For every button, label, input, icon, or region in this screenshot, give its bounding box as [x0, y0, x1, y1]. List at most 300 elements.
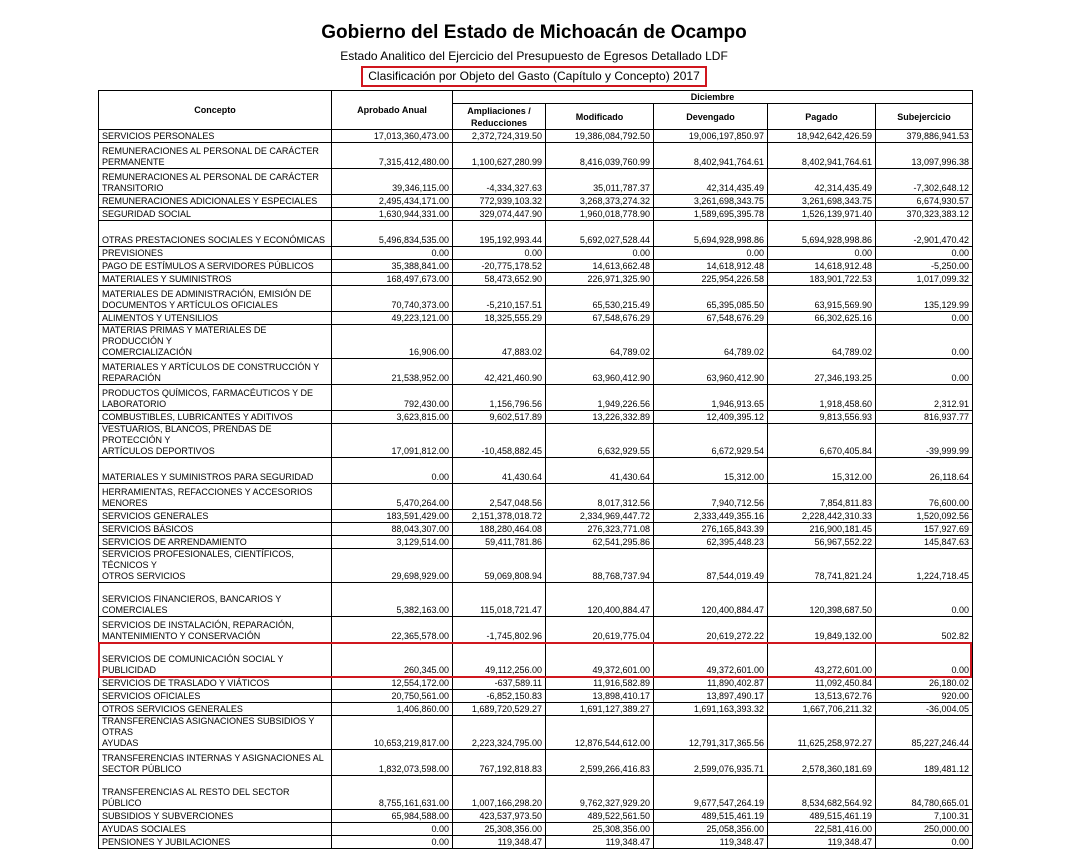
devengado-cell: 11,890,402.87: [654, 677, 768, 690]
pagado-cell: 0.00: [768, 247, 876, 260]
table-row: [99, 286, 973, 312]
ampliaciones-cell: 58,473,652.90: [453, 273, 546, 286]
concept-line-2: ARTÍCULOS DEPORTIVOS: [102, 446, 215, 456]
concept-line-1: MATERIALES DE ADMINISTRACIÓN, EMISIÓN DE: [102, 289, 312, 299]
ampliaciones-cell: 1,007,166,298.20: [453, 776, 546, 810]
modificado-cell: 226,971,325.90: [546, 273, 654, 286]
concept-cell: [99, 385, 332, 411]
concept-cell: [99, 617, 332, 643]
table-row: [99, 583, 973, 617]
concept-line-1: PENSIONES Y JUBILACIONES: [102, 837, 231, 847]
pagado-cell: 22,581,416.00: [768, 823, 876, 836]
devengado-cell: 64,789.02: [654, 325, 768, 359]
concept-line-1: SERVICIOS GENERALES: [102, 511, 209, 521]
concept-line-1: [102, 583, 328, 594]
concept-line-1: OTROS SERVICIOS GENERALES: [102, 704, 243, 714]
aprobado-cell: 1,406,860.00: [332, 703, 453, 716]
devengado-cell: 8,402,941,764.61: [654, 143, 768, 169]
concept-cell: [99, 273, 332, 286]
aprobado-cell: 5,496,834,535.00: [332, 221, 453, 247]
ampliaciones-cell: -4,334,327.63: [453, 169, 546, 195]
devengado-cell: 65,395,085.50: [654, 286, 768, 312]
modificado-cell: 64,789.02: [546, 325, 654, 359]
concept-line-1: PAGO DE ESTÍMULOS A SERVIDORES PÚBLICOS: [102, 261, 314, 271]
pagado-cell: 1,667,706,211.32: [768, 703, 876, 716]
aprobado-cell: 5,470,264.00: [332, 484, 453, 510]
devengado-cell: 119,348.47: [654, 836, 768, 849]
concept-line-2: SECTOR PÚBLICO: [102, 764, 182, 774]
modificado-cell: 2,334,969,447.72: [546, 510, 654, 523]
col-header-concepto: Concepto: [99, 91, 332, 130]
pagado-cell: 2,578,360,181.69: [768, 750, 876, 776]
aprobado-cell: 183,591,429.00: [332, 510, 453, 523]
subejercicio-cell: 920.00: [876, 690, 973, 703]
table-row: [99, 312, 973, 325]
ampliaciones-cell: 47,883.02: [453, 325, 546, 359]
concept-line-1: SERVICIOS OFICIALES: [102, 691, 201, 701]
table-row: [99, 617, 973, 643]
concept-line-1: HERRAMIENTAS, REFACCIONES Y ACCESORIOS: [102, 487, 313, 497]
subejercicio-cell: 250,000.00: [876, 823, 973, 836]
subejercicio-cell: 0.00: [876, 312, 973, 325]
modificado-cell: 8,017,312.56: [546, 484, 654, 510]
pagado-cell: 8,402,941,764.61: [768, 143, 876, 169]
table-row: [99, 536, 973, 549]
table-row: [99, 130, 973, 143]
subejercicio-cell: -2,901,470.42: [876, 221, 973, 247]
aprobado-cell: 70,740,373.00: [332, 286, 453, 312]
subejercicio-cell: 816,937.77: [876, 411, 973, 424]
modificado-cell: 13,226,332.89: [546, 411, 654, 424]
concept-cell: [99, 750, 332, 776]
subejercicio-cell: 13,097,996.38: [876, 143, 973, 169]
concept-cell: [99, 776, 332, 810]
col-header-modificado: Modificado: [546, 104, 654, 130]
modificado-cell: 20,619,775.04: [546, 617, 654, 643]
table-row: [99, 169, 973, 195]
subejercicio-cell: 1,017,099.32: [876, 273, 973, 286]
concept-line-1: REMUNERACIONES ADICIONALES Y ESPECIALES: [102, 196, 318, 206]
devengado-cell: 276,165,843.39: [654, 523, 768, 536]
concept-cell: [99, 247, 332, 260]
aprobado-cell: 22,365,578.00: [332, 617, 453, 643]
table-row: [99, 677, 973, 690]
pagado-cell: 3,261,698,343.75: [768, 195, 876, 208]
aprobado-cell: 65,984,588.00: [332, 810, 453, 823]
concept-cell: [99, 510, 332, 523]
devengado-cell: 49,372,601.00: [654, 643, 768, 677]
concept-line-1: ALIMENTOS Y UTENSILIOS: [102, 313, 219, 323]
concept-cell: [99, 484, 332, 510]
concept-line-1: [102, 224, 328, 235]
aprobado-cell: 2,495,434,171.00: [332, 195, 453, 208]
pagado-cell: 11,625,258,972.27: [768, 716, 876, 750]
concept-cell: [99, 549, 332, 583]
ampliaciones-cell: -1,745,802.96: [453, 617, 546, 643]
aprobado-cell: 0.00: [332, 823, 453, 836]
concept-cell: [99, 195, 332, 208]
subejercicio-cell: 370,323,383.12: [876, 208, 973, 221]
pagado-cell: 119,348.47: [768, 836, 876, 849]
ampliaciones-cell: 49,112,256.00: [453, 643, 546, 677]
concept-line-2: TRANSITORIO: [102, 183, 164, 193]
aprobado-cell: 0.00: [332, 247, 453, 260]
ampliaciones-cell: 2,223,324,795.00: [453, 716, 546, 750]
concept-cell: [99, 208, 332, 221]
modificado-cell: 35,011,787.37: [546, 169, 654, 195]
classification-label: Clasificación por Objeto del Gasto (Capítulo y Concepto) 2017: [361, 66, 707, 87]
concept-line-1: MATERIALES Y SUMINISTROS: [102, 274, 232, 284]
ampliaciones-cell: 2,151,378,018.72: [453, 510, 546, 523]
subejercicio-cell: 2,312.91: [876, 385, 973, 411]
subejercicio-cell: 6,674,930.57: [876, 195, 973, 208]
subejercicio-cell: 7,100.31: [876, 810, 973, 823]
pagado-cell: 11,092,450.84: [768, 677, 876, 690]
modificado-cell: 62,541,295.86: [546, 536, 654, 549]
devengado-cell: 14,618,912.48: [654, 260, 768, 273]
table-row: [99, 143, 973, 169]
pagado-cell: 13,513,672.76: [768, 690, 876, 703]
subejercicio-cell: 0.00: [876, 836, 973, 849]
modificado-cell: 63,960,412.90: [546, 359, 654, 385]
table-row: [99, 776, 973, 810]
subejercicio-cell: 145,847.63: [876, 536, 973, 549]
table-row: [99, 424, 973, 458]
pagado-cell: 216,900,181.45: [768, 523, 876, 536]
aprobado-cell: 1,630,944,331.00: [332, 208, 453, 221]
devengado-cell: 225,954,226.58: [654, 273, 768, 286]
pagado-cell: 78,741,821.24: [768, 549, 876, 583]
table-row: [99, 208, 973, 221]
col-header-ampliaciones: Ampliaciones / Reducciones: [453, 104, 546, 130]
concept-line-1: SEGURIDAD SOCIAL: [102, 209, 192, 219]
modificado-cell: 5,692,027,528.44: [546, 221, 654, 247]
concept-line-2: MATERIALES Y SUMINISTROS PARA SEGURIDAD: [102, 472, 314, 482]
table-row: [99, 703, 973, 716]
concept-line-2: LABORATORIO: [102, 399, 167, 409]
table-row: [99, 411, 973, 424]
ampliaciones-cell: 1,689,720,529.27: [453, 703, 546, 716]
col-header-group: Diciembre: [453, 91, 973, 104]
concept-line-1: VESTUARIOS, BLANCOS, PRENDAS DE PROTECCIÓN Y: [102, 424, 272, 445]
devengado-cell: 9,677,547,264.19: [654, 776, 768, 810]
table-row: [99, 823, 973, 836]
pagado-cell: 120,398,687.50: [768, 583, 876, 617]
concept-line-2: SERVICIOS DE COMUNICACIÓN SOCIAL Y PUBLICIDAD: [102, 654, 284, 675]
report-title: Gobierno del Estado de Michoacán de Ocampo: [321, 22, 747, 43]
concept-line-1: MATERIAS PRIMAS Y MATERIALES DE PRODUCCIÓN Y: [102, 325, 267, 346]
pagado-cell: 9,813,556.93: [768, 411, 876, 424]
concept-cell: [99, 325, 332, 359]
concept-line-1: SUBSIDIOS Y SUBVERCIONES: [102, 811, 234, 821]
pagado-cell: 489,515,461.19: [768, 810, 876, 823]
table-row: [99, 510, 973, 523]
concept-line-2: SERVICIOS FINANCIEROS, BANCARIOS Y COMERCIALES: [102, 594, 282, 615]
concept-cell: [99, 677, 332, 690]
pagado-cell: 1,918,458.60: [768, 385, 876, 411]
pagado-cell: 43,272,601.00: [768, 643, 876, 677]
devengado-cell: 13,897,490.17: [654, 690, 768, 703]
pagado-cell: 183,901,722.53: [768, 273, 876, 286]
concept-cell: [99, 221, 332, 247]
devengado-cell: 20,619,272.22: [654, 617, 768, 643]
devengado-cell: 2,599,076,935.71: [654, 750, 768, 776]
concept-line-2: PERMANENTE: [102, 157, 165, 167]
ampliaciones-cell: 195,192,993.44: [453, 221, 546, 247]
ampliaciones-cell: 423,537,973.50: [453, 810, 546, 823]
table-row: [99, 836, 973, 849]
ampliaciones-cell: 2,547,048.56: [453, 484, 546, 510]
table-row: [99, 690, 973, 703]
concept-cell: [99, 810, 332, 823]
aprobado-cell: 792,430.00: [332, 385, 453, 411]
modificado-cell: 8,416,039,760.99: [546, 143, 654, 169]
concept-line-2: OTRAS PRESTACIONES SOCIALES Y ECONÓMICAS: [102, 235, 326, 245]
devengado-cell: 15,312.00: [654, 458, 768, 484]
concept-line-1: REMUNERACIONES AL PERSONAL DE CARÁCTER: [102, 172, 319, 182]
modificado-cell: 2,599,266,416.83: [546, 750, 654, 776]
ampliaciones-cell: 115,018,721.47: [453, 583, 546, 617]
devengado-cell: 87,544,019.49: [654, 549, 768, 583]
subejercicio-cell: -39,999.99: [876, 424, 973, 458]
modificado-cell: 12,876,544,612.00: [546, 716, 654, 750]
concept-cell: [99, 130, 332, 143]
devengado-cell: 1,589,695,395.78: [654, 208, 768, 221]
ampliaciones-cell: 329,074,447.90: [453, 208, 546, 221]
col-header-devengado: Devengado: [654, 104, 768, 130]
concept-line-1: [102, 461, 328, 472]
table-row: [99, 273, 973, 286]
table-row: [99, 810, 973, 823]
aprobado-cell: 17,091,812.00: [332, 424, 453, 458]
aprobado-cell: 5,382,163.00: [332, 583, 453, 617]
concept-cell: [99, 286, 332, 312]
modificado-cell: 9,762,327,929.20: [546, 776, 654, 810]
concept-cell: [99, 583, 332, 617]
aprobado-cell: 3,129,514.00: [332, 536, 453, 549]
modificado-cell: 1,691,127,389.27: [546, 703, 654, 716]
subejercicio-cell: 1,224,718.45: [876, 549, 973, 583]
modificado-cell: 88,768,737.94: [546, 549, 654, 583]
ampliaciones-cell: 42,421,460.90: [453, 359, 546, 385]
subejercicio-cell: 502.82: [876, 617, 973, 643]
devengado-cell: 42,314,435.49: [654, 169, 768, 195]
devengado-cell: 12,791,317,365.56: [654, 716, 768, 750]
modificado-cell: 25,308,356.00: [546, 823, 654, 836]
concept-line-1: REMUNERACIONES AL PERSONAL DE CARÁCTER: [102, 146, 319, 156]
pagado-cell: 14,618,912.48: [768, 260, 876, 273]
aprobado-cell: 1,832,073,598.00: [332, 750, 453, 776]
ampliaciones-cell: 188,280,464.08: [453, 523, 546, 536]
report-subtitle: Estado Analitico del Ejercicio del Presupuesto de Egresos Detallado LDF: [340, 49, 728, 63]
aprobado-cell: 3,623,815.00: [332, 411, 453, 424]
concept-cell: [99, 523, 332, 536]
subejercicio-cell: 76,600.00: [876, 484, 973, 510]
devengado-cell: 63,960,412.90: [654, 359, 768, 385]
aprobado-cell: 20,750,561.00: [332, 690, 453, 703]
table-row: [99, 247, 973, 260]
modificado-cell: 65,530,215.49: [546, 286, 654, 312]
table-row: [99, 385, 973, 411]
concept-line-1: TRANSFERENCIAS ASIGNACIONES SUBSIDIOS Y OTRAS: [102, 716, 315, 737]
col-header-pagado: Pagado: [768, 104, 876, 130]
modificado-cell: 1,949,226.56: [546, 385, 654, 411]
aprobado-cell: 7,315,412,480.00: [332, 143, 453, 169]
concept-line-1: SERVICIOS PROFESIONALES, CIENTÍFICOS, TÉCNICOS Y: [102, 549, 294, 570]
ampliaciones-cell: 1,100,627,280.99: [453, 143, 546, 169]
table-row: [99, 458, 973, 484]
aprobado-cell: 21,538,952.00: [332, 359, 453, 385]
ampliaciones-cell: -10,458,882.45: [453, 424, 546, 458]
table-row: [99, 195, 973, 208]
modificado-cell: 11,916,582.89: [546, 677, 654, 690]
modificado-cell: 13,898,410.17: [546, 690, 654, 703]
aprobado-cell: 88,043,307.00: [332, 523, 453, 536]
modificado-cell: 41,430.64: [546, 458, 654, 484]
concept-cell: [99, 169, 332, 195]
aprobado-cell: 29,698,929.00: [332, 549, 453, 583]
modificado-cell: 67,548,676.29: [546, 312, 654, 325]
modificado-cell: 1,960,018,778.90: [546, 208, 654, 221]
subejercicio-cell: 0.00: [876, 247, 973, 260]
ampliaciones-cell: 0.00: [453, 247, 546, 260]
ampliaciones-cell: 18,325,555.29: [453, 312, 546, 325]
ampliaciones-cell: -20,775,178.52: [453, 260, 546, 273]
concept-line-1: MATERIALES Y ARTÍCULOS DE CONSTRUCCIÓN Y: [102, 362, 320, 372]
concept-cell: [99, 411, 332, 424]
devengado-cell: 19,006,197,850.97: [654, 130, 768, 143]
concept-line-2: AYUDAS: [102, 738, 139, 748]
pagado-cell: 63,915,569.90: [768, 286, 876, 312]
modificado-cell: 119,348.47: [546, 836, 654, 849]
modificado-cell: 19,386,084,792.50: [546, 130, 654, 143]
devengado-cell: 2,333,449,355.16: [654, 510, 768, 523]
ampliaciones-cell: 59,069,808.94: [453, 549, 546, 583]
aprobado-cell: 8,755,161,631.00: [332, 776, 453, 810]
devengado-cell: 1,691,163,393.32: [654, 703, 768, 716]
concept-cell: [99, 424, 332, 458]
pagado-cell: 5,694,928,998.86: [768, 221, 876, 247]
devengado-cell: 0.00: [654, 247, 768, 260]
subejercicio-cell: 379,886,941.53: [876, 130, 973, 143]
concept-cell: [99, 716, 332, 750]
devengado-cell: 6,672,929.54: [654, 424, 768, 458]
pagado-cell: 42,314,435.49: [768, 169, 876, 195]
concept-line-1: SERVICIOS PERSONALES: [102, 131, 215, 141]
pagado-cell: 1,526,139,971.40: [768, 208, 876, 221]
pagado-cell: 8,534,682,564.92: [768, 776, 876, 810]
modificado-cell: 6,632,929.55: [546, 424, 654, 458]
concept-cell: [99, 359, 332, 385]
devengado-cell: 489,515,461.19: [654, 810, 768, 823]
devengado-cell: 67,548,676.29: [654, 312, 768, 325]
modificado-cell: 276,323,771.08: [546, 523, 654, 536]
concept-cell: [99, 143, 332, 169]
modificado-cell: 489,522,561.50: [546, 810, 654, 823]
col-header-aprobado: Aprobado Anual: [332, 91, 453, 130]
ampliaciones-cell: -6,852,150.83: [453, 690, 546, 703]
devengado-cell: 5,694,928,998.86: [654, 221, 768, 247]
aprobado-cell: 168,497,673.00: [332, 273, 453, 286]
subejercicio-cell: 157,927.69: [876, 523, 973, 536]
modificado-cell: 14,613,662.48: [546, 260, 654, 273]
modificado-cell: 0.00: [546, 247, 654, 260]
table-row: [99, 359, 973, 385]
devengado-cell: 3,261,698,343.75: [654, 195, 768, 208]
concept-line-1: SERVICIOS BÁSICOS: [102, 524, 194, 534]
modificado-cell: 120,400,884.47: [546, 583, 654, 617]
concept-line-1: SERVICIOS DE TRASLADO Y VIÁTICOS: [102, 678, 270, 688]
concept-line-1: SERVICIOS DE ARRENDAMIENTO: [102, 537, 247, 547]
concept-cell: [99, 836, 332, 849]
pagado-cell: 66,302,625.16: [768, 312, 876, 325]
aprobado-cell: 10,653,219,817.00: [332, 716, 453, 750]
subejercicio-cell: 0.00: [876, 359, 973, 385]
subejercicio-cell: 0.00: [876, 643, 973, 677]
pagado-cell: 18,942,642,426.59: [768, 130, 876, 143]
concept-cell: [99, 823, 332, 836]
ampliaciones-cell: -5,210,157.51: [453, 286, 546, 312]
ampliaciones-cell: 119,348.47: [453, 836, 546, 849]
devengado-cell: 7,940,712.56: [654, 484, 768, 510]
classification-wrapper: [0, 66, 1068, 87]
aprobado-cell: 0.00: [332, 836, 453, 849]
concept-line-2: REPARACIÓN: [102, 373, 161, 383]
pagado-cell: 56,967,552.22: [768, 536, 876, 549]
ampliaciones-cell: 767,192,818.83: [453, 750, 546, 776]
subejercicio-cell: -5,250.00: [876, 260, 973, 273]
concept-cell: [99, 458, 332, 484]
table-row: [99, 484, 973, 510]
table-row: [99, 221, 973, 247]
aprobado-cell: 260,345.00: [332, 643, 453, 677]
subejercicio-cell: -36,004.05: [876, 703, 973, 716]
table-row: [99, 716, 973, 750]
concept-line-2: DOCUMENTOS Y ARTÍCULOS OFICIALES: [102, 300, 278, 310]
table-row: [99, 750, 973, 776]
pagado-cell: 6,670,405.84: [768, 424, 876, 458]
concept-cell: [99, 703, 332, 716]
table-row: [99, 260, 973, 273]
concept-cell: [99, 536, 332, 549]
subejercicio-cell: 26,180.02: [876, 677, 973, 690]
aprobado-cell: 49,223,121.00: [332, 312, 453, 325]
concept-cell: [99, 643, 332, 677]
ampliaciones-cell: 1,156,796.56: [453, 385, 546, 411]
subejercicio-cell: 1,520,092.56: [876, 510, 973, 523]
aprobado-cell: 39,346,115.00: [332, 169, 453, 195]
subejercicio-cell: 85,227,246.44: [876, 716, 973, 750]
subejercicio-cell: 135,129.99: [876, 286, 973, 312]
devengado-cell: 62,395,448.23: [654, 536, 768, 549]
concept-line-1: PREVISIONES: [102, 248, 164, 258]
concept-cell: [99, 260, 332, 273]
aprobado-cell: 0.00: [332, 458, 453, 484]
aprobado-cell: 17,013,360,473.00: [332, 130, 453, 143]
col-header-subejercicio: Subejercicio: [876, 104, 973, 130]
modificado-cell: 3,268,373,274.32: [546, 195, 654, 208]
subejercicio-cell: 0.00: [876, 583, 973, 617]
ampliaciones-cell: 9,602,517.89: [453, 411, 546, 424]
concept-line-1: [102, 776, 328, 787]
modificado-cell: 49,372,601.00: [546, 643, 654, 677]
pagado-cell: 64,789.02: [768, 325, 876, 359]
concept-line-1: PRODUCTOS QUÍMICOS, FARMACÉUTICOS Y DE: [102, 388, 314, 398]
concept-line-1: TRANSFERENCIAS INTERNAS Y ASIGNACIONES AL: [102, 753, 324, 763]
ampliaciones-cell: 41,430.64: [453, 458, 546, 484]
devengado-cell: 120,400,884.47: [654, 583, 768, 617]
subejercicio-cell: 84,780,665.01: [876, 776, 973, 810]
